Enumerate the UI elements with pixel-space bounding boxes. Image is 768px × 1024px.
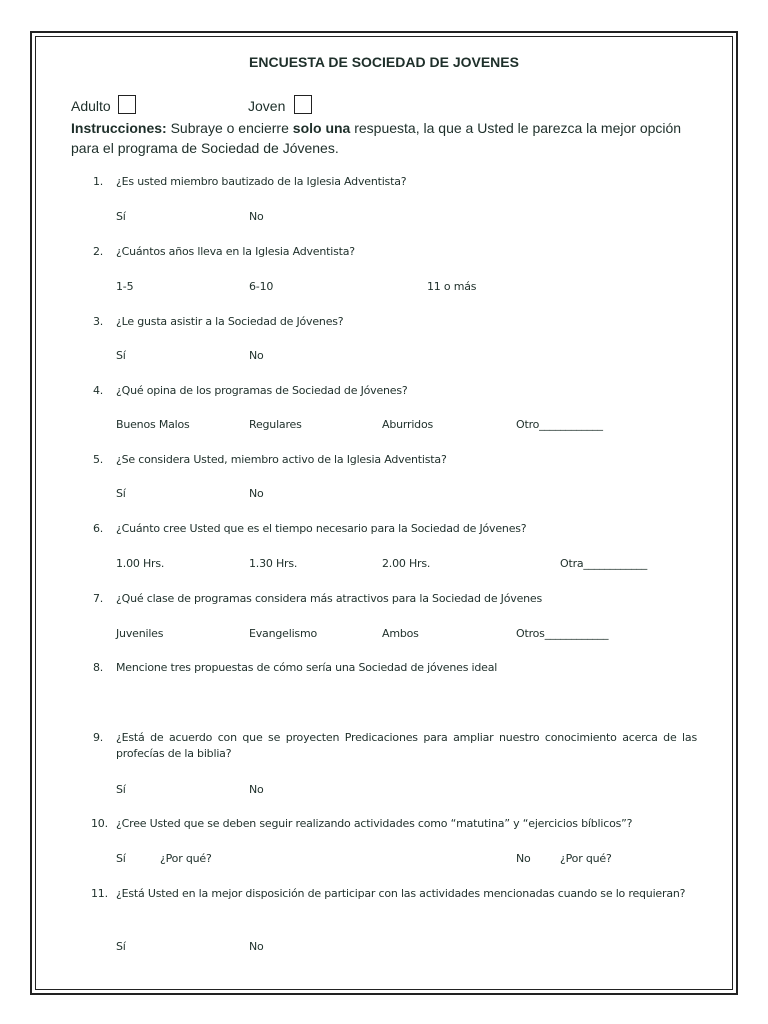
youth-label: Joven — [248, 98, 286, 114]
question-number: 6. — [93, 522, 104, 535]
question-text: ¿Es usted miembro bautizado de la Iglesia Adventista? — [116, 175, 407, 188]
question-number: 11. — [91, 887, 108, 900]
answer-option[interactable]: 1.30 Hrs. — [249, 557, 298, 570]
question-number: 1. — [93, 175, 104, 188]
answer-option-other[interactable]: Otra____________ — [560, 557, 648, 570]
question-text: ¿Está Usted en la mejor disposición de participar con las actividades mencionadas cuando se lo requieran? — [116, 887, 686, 900]
answer-option[interactable]: 11 o más — [427, 280, 477, 293]
instructions — [71, 118, 698, 158]
question-text: ¿Cuántos años lleva en la Iglesia Adventista? — [116, 245, 355, 258]
youth-checkbox[interactable] — [294, 95, 312, 114]
answer-option[interactable]: Sí — [116, 940, 126, 953]
answer-option[interactable]: Sí — [116, 210, 126, 223]
answer-option[interactable]: 1.00 Hrs. — [116, 557, 165, 570]
why-prompt: ¿Por qué? — [160, 852, 212, 865]
question-number: 5. — [93, 453, 104, 466]
question-text: ¿Cree Usted que se deben seguir realizando actividades como “matutina” y “ejercicios bíblicos”? — [116, 817, 633, 830]
question-number: 7. — [93, 592, 104, 605]
question-text: Mencione tres propuestas de cómo sería una Sociedad de jóvenes ideal — [116, 661, 498, 674]
answer-option[interactable]: Evangelismo — [249, 627, 318, 640]
answer-option[interactable]: Sí — [116, 349, 126, 362]
answer-option[interactable]: No — [249, 210, 264, 223]
answer-option-other[interactable]: Otros____________ — [516, 627, 609, 640]
adult-checkbox[interactable] — [118, 95, 136, 114]
survey-title: ENCUESTA DE SOCIEDAD DE JOVENES — [249, 54, 519, 70]
instructions-text-2: respuesta, la que a Usted le parezca la mejor opción para el programa de Sociedad de Jóvenes. — [71, 120, 682, 156]
instructions-text-1: Subraye o encierre — [166, 120, 293, 136]
answer-option[interactable]: No — [249, 940, 264, 953]
question-number: 3. — [93, 315, 104, 328]
question-number: 10. — [91, 817, 108, 830]
question-text: ¿Qué clase de programas considera más atractivos para la Sociedad de Jóvenes — [116, 592, 543, 605]
question-number: 4. — [93, 384, 104, 397]
question-text: ¿Se considera Usted, miembro activo de la Iglesia Adventista? — [116, 453, 447, 466]
question-number: 8. — [93, 661, 104, 674]
answer-option[interactable]: No — [249, 487, 264, 500]
answer-option[interactable]: 1-5 — [116, 280, 134, 293]
question-text: ¿Qué opina de los programas de Sociedad de Jóvenes? — [116, 384, 408, 397]
answer-option[interactable]: Juveniles — [116, 627, 164, 640]
answer-option[interactable]: No — [249, 349, 264, 362]
why-prompt: ¿Por qué? — [560, 852, 612, 865]
answer-option[interactable]: No — [516, 852, 531, 865]
question-text: ¿Está de acuerdo con que se proyecten Predicaciones para ampliar nuestro conocimiento acerca de las profecías de la biblia? — [116, 731, 697, 760]
question-text: ¿Le gusta asistir a la Sociedad de Jóvenes? — [116, 315, 344, 328]
instructions-emphasis: solo una — [292, 120, 351, 136]
answer-option[interactable]: No — [249, 783, 264, 796]
answer-option[interactable]: 6-10 — [249, 280, 274, 293]
adult-label: Adulto — [71, 98, 111, 114]
answer-option[interactable]: 2.00 Hrs. — [382, 557, 431, 570]
question-number: 9. — [93, 731, 104, 744]
answer-option[interactable]: Sí — [116, 852, 126, 865]
answer-option[interactable]: Ambos — [382, 627, 419, 640]
answer-option[interactable]: Buenos Malos — [116, 418, 190, 431]
instructions-label: Instrucciones: — [71, 120, 167, 136]
answer-option[interactable]: Sí — [116, 783, 126, 796]
question-number: 2. — [93, 245, 104, 258]
answer-option-other[interactable]: Otro____________ — [516, 418, 603, 431]
answer-option[interactable]: Sí — [116, 487, 126, 500]
question-text: ¿Cuánto cree Usted que es el tiempo necesario para la Sociedad de Jóvenes? — [116, 522, 527, 535]
answer-option[interactable]: Regulares — [249, 418, 302, 431]
answer-option[interactable]: Aburridos — [382, 418, 434, 431]
